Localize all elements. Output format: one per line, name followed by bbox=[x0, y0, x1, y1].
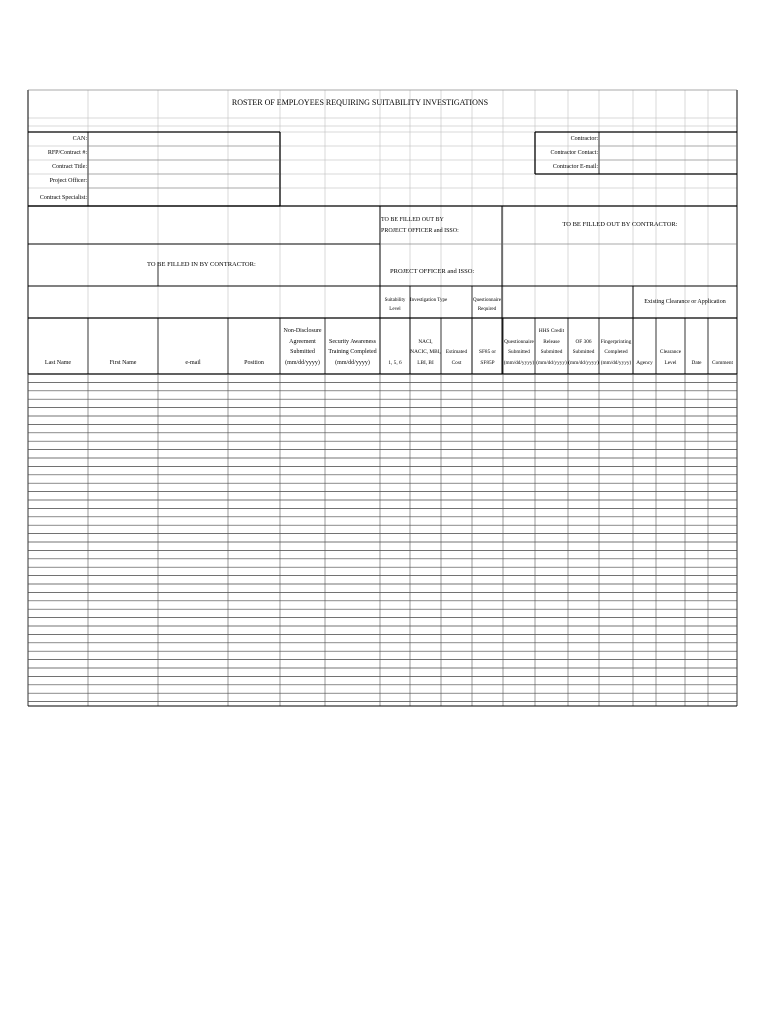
table-row[interactable] bbox=[28, 651, 737, 659]
table-row[interactable] bbox=[28, 508, 737, 516]
header-suitability-level-1: Suitability bbox=[384, 298, 406, 303]
column-header-inv-type: NACI, bbox=[418, 338, 433, 345]
table-row[interactable] bbox=[28, 634, 737, 642]
column-header-nda: Submitted bbox=[290, 349, 315, 355]
form-title: ROSTER OF EMPLOYEES REQUIRING SUITABILITY INVESTIGATIONS bbox=[231, 98, 489, 107]
column-header-security-awareness: Training Completed bbox=[328, 349, 377, 355]
header-questionnaire-required-2: Required bbox=[477, 307, 497, 312]
column-header-questionnaire-submitted: Submitted bbox=[508, 349, 530, 355]
table-row[interactable] bbox=[28, 492, 737, 500]
table-row[interactable] bbox=[28, 576, 737, 584]
table-row[interactable] bbox=[28, 626, 737, 634]
field-label-contractor-contact: Contractor Contact: bbox=[550, 150, 598, 156]
table-row[interactable] bbox=[28, 466, 737, 474]
header-suitability-level-2: Level bbox=[389, 307, 401, 312]
table-row[interactable] bbox=[28, 559, 737, 567]
column-header-of306: OF 306 bbox=[575, 338, 592, 345]
column-header-estimated-cost: Cost bbox=[451, 359, 462, 366]
table-row[interactable] bbox=[28, 542, 737, 550]
table-row[interactable] bbox=[28, 399, 737, 407]
column-header-agency: Agency bbox=[636, 359, 653, 366]
field-label-project-officer: Project Officer: bbox=[49, 178, 87, 184]
table-row[interactable] bbox=[28, 374, 737, 382]
column-header-clearance-level: Clearance bbox=[659, 349, 682, 355]
column-header-of306: (mm/dd/yyyy) bbox=[568, 359, 599, 366]
table-row[interactable] bbox=[28, 550, 737, 558]
table-row[interactable] bbox=[28, 433, 737, 441]
header-investigation-type: Investigation Type bbox=[410, 298, 448, 303]
table-row[interactable] bbox=[28, 534, 737, 542]
table-row[interactable] bbox=[28, 475, 737, 483]
table-row[interactable] bbox=[28, 517, 737, 525]
table-row[interactable] bbox=[28, 458, 737, 466]
column-header-fingerprinting: Completed bbox=[604, 349, 628, 355]
table-row[interactable] bbox=[28, 668, 737, 676]
column-header-hhs-credit: (mm/dd/yyyy) bbox=[536, 359, 567, 366]
column-header-fingerprinting: Fingerprinting bbox=[600, 338, 632, 345]
column-header-sf85: SF85 or bbox=[479, 349, 496, 355]
table-row[interactable] bbox=[28, 483, 737, 491]
table-row[interactable] bbox=[28, 609, 737, 617]
table-row[interactable] bbox=[28, 584, 737, 592]
table-row[interactable] bbox=[28, 592, 737, 600]
column-header-nda: Non-Disclosure bbox=[283, 328, 322, 334]
column-header-questionnaire-submitted: Questionnaire bbox=[504, 338, 534, 345]
table-row[interactable] bbox=[28, 660, 737, 668]
column-header-questionnaire-submitted: (mm/dd/yyyy) bbox=[503, 359, 535, 366]
column-header-security-awareness: Security Awareness bbox=[329, 338, 376, 345]
table-row[interactable] bbox=[28, 391, 737, 399]
section-contractor-left: TO BE FILLED IN BY CONTRACTOR: bbox=[147, 261, 256, 268]
table-row[interactable] bbox=[28, 424, 737, 432]
column-header-fingerprinting: (mm/dd/yyyy) bbox=[600, 359, 632, 366]
column-header-inv-type: LBI, BI bbox=[417, 359, 434, 366]
column-header-position: Position bbox=[244, 359, 264, 366]
field-label-rfp-contract: RFP/Contract #: bbox=[47, 150, 87, 156]
table-row[interactable] bbox=[28, 450, 737, 458]
column-header-nda: (mm/dd/yyyy) bbox=[285, 359, 320, 366]
table-row[interactable] bbox=[28, 525, 737, 533]
column-header-level: 1, 5, 6 bbox=[388, 359, 402, 366]
field-label-contractor: Contractor: bbox=[570, 136, 598, 142]
section-po-isso-mid: PROJECT OFFICER and ISSO: bbox=[390, 268, 475, 275]
column-header-comment: Comment bbox=[712, 359, 733, 366]
header-questionnaire-required-1: Questionnaire bbox=[472, 298, 502, 303]
column-header-hhs-credit: HHS Credit bbox=[538, 328, 565, 334]
table-row[interactable] bbox=[28, 500, 737, 508]
field-label-can: CAN: bbox=[72, 136, 87, 142]
column-header-inv-type: NACIC, MBI, bbox=[410, 349, 441, 355]
field-label-contract-title: Contract Title: bbox=[52, 164, 87, 170]
table-row[interactable] bbox=[28, 676, 737, 684]
column-header-sf85: SF85P bbox=[480, 359, 495, 366]
table-row[interactable] bbox=[28, 408, 737, 416]
table-row[interactable] bbox=[28, 441, 737, 449]
table-row[interactable] bbox=[28, 685, 737, 693]
column-header-nda: Agreement bbox=[289, 338, 316, 345]
field-label-contractor-email: Contractor E-mail: bbox=[552, 164, 598, 170]
section-po-isso-line2: PROJECT OFFICER and ISSO: bbox=[381, 228, 459, 234]
table-row[interactable] bbox=[28, 382, 737, 390]
column-header-estimated-cost: Estimated bbox=[445, 349, 468, 355]
table-row[interactable] bbox=[28, 693, 737, 701]
column-header-of306: Submitted bbox=[572, 349, 595, 355]
table-row[interactable] bbox=[28, 618, 737, 626]
column-header-security-awareness: (mm/dd/yyyy) bbox=[335, 359, 370, 366]
table-row[interactable] bbox=[28, 567, 737, 575]
column-header-last-name: Last Name bbox=[44, 359, 72, 366]
column-header-email: e-mail bbox=[185, 359, 201, 366]
table-row[interactable] bbox=[28, 416, 737, 424]
column-header-date: Date bbox=[691, 359, 702, 366]
section-contractor-right: TO BE FILLED OUT BY CONTRACTOR: bbox=[562, 221, 678, 228]
column-header-clearance-level: Level bbox=[664, 359, 677, 366]
field-label-contract-specialist: Contract Specialist: bbox=[39, 195, 87, 201]
table-row[interactable] bbox=[28, 601, 737, 609]
column-header-first-name: First Name bbox=[109, 359, 137, 366]
section-po-isso-line1: TO BE FILLED OUT BY bbox=[381, 217, 444, 223]
column-header-hhs-credit: Submitted bbox=[540, 349, 563, 355]
table-row[interactable] bbox=[28, 643, 737, 651]
header-existing-clearance: Existing Clearance or Application bbox=[644, 299, 726, 305]
column-header-hhs-credit: Release bbox=[543, 338, 560, 345]
